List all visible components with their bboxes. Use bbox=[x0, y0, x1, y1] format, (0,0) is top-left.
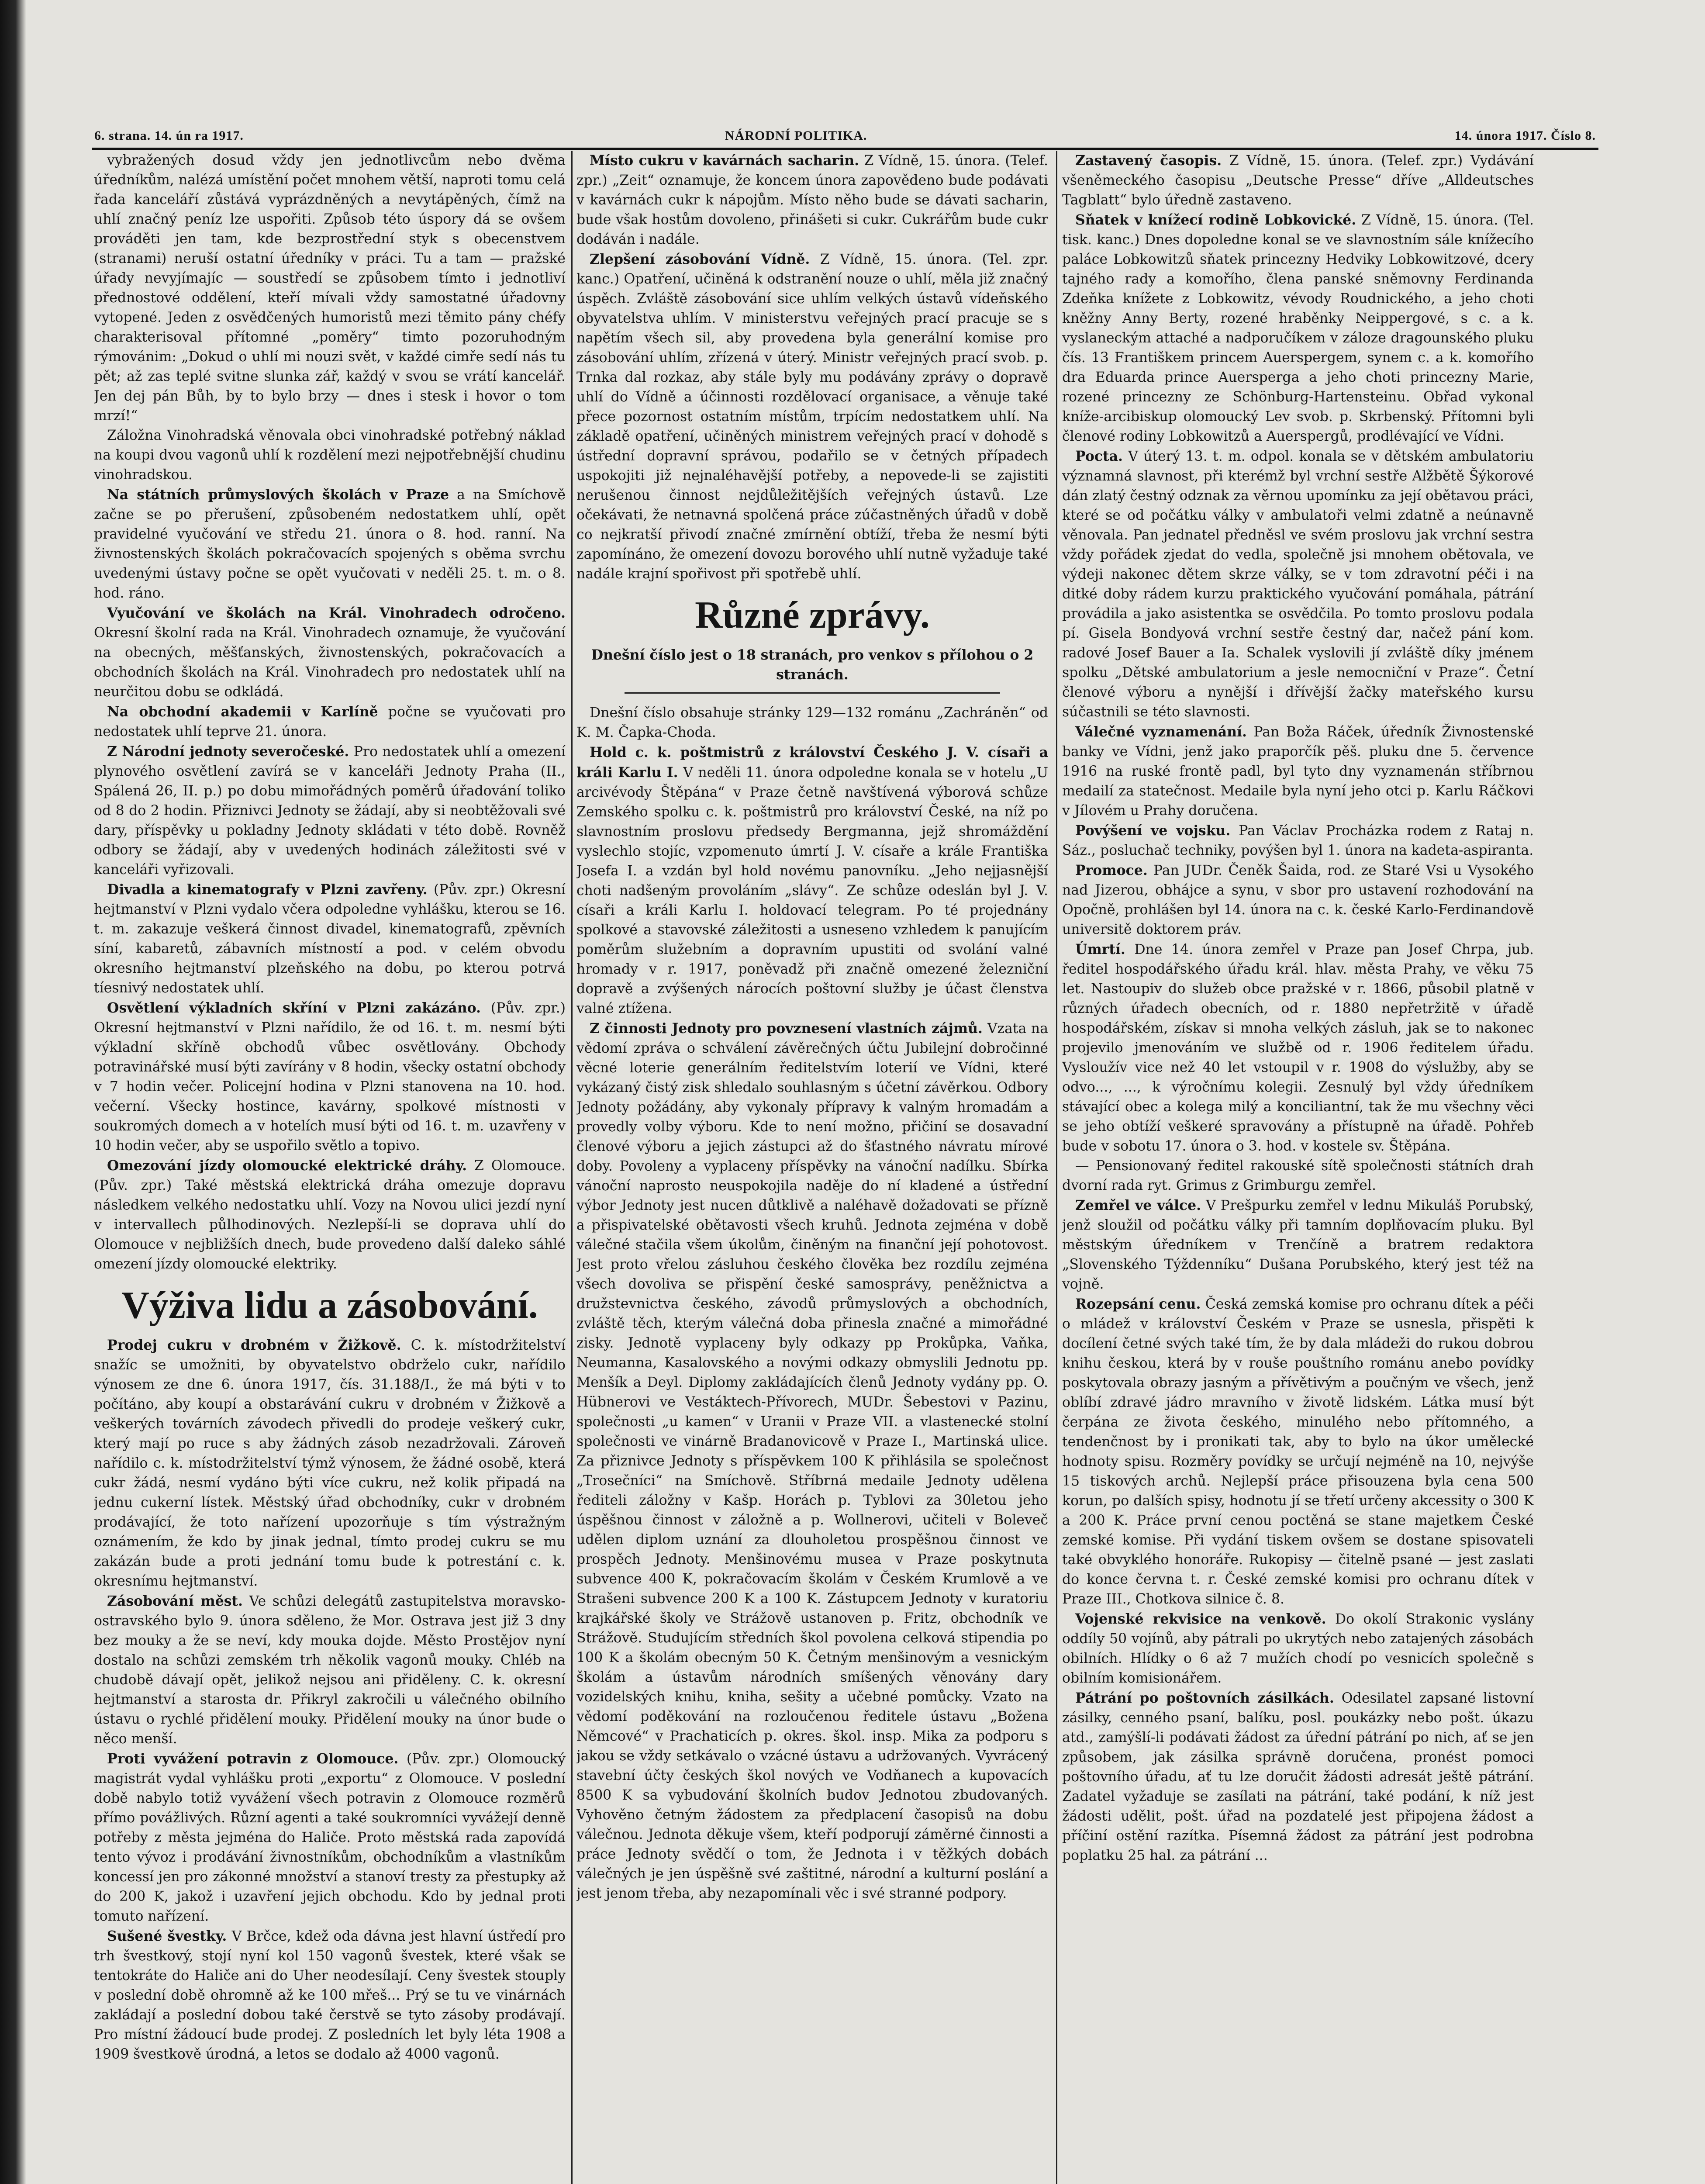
article-text: (Pův. zpr.) Okresní hejtmanství v Plzni nařídilo, že od 16. t. m. nesmí býti výkladní skříně obchodů vůbec osvětlovány. Obchody potravinářské musí býti zavírány v 8 hodin, všecky ostatní obchody v 7 hodin večer. Policejní hodina v Plzni stanovena na 10. hod. večerní. Všecky hostince, kavárny, spolkové místnosti v soukromých domech a v hotelích musí býti od 16. t. m. uzavřeny v 10 hodin večer, aby se uspořilo světlo a topivo. bbox=[94, 1000, 566, 1154]
scan-left-edge bbox=[0, 0, 26, 2184]
header-rule bbox=[92, 148, 1598, 150]
article-text: Z Vídně, 15. února. (Tel. tisk. kanc.) Dnes dopoledne konal se ve slavnostním sále knížecího paláce Lobkowitzů sňatek princezny Hedviky Lobkowitzové, dcery tajného rady a komořího, člena panské sněmovny Ferdinanda Zdeňka knížete z Lobkowitz, vévody Roudnického, a jeho choti kněžny Anny Berty, rozené hraběnky Neippergové, s c. a k. vyslaneckým attaché a nadporučíkem v záloze dragounského pluku čís. 13 Františkem princem Auerspergem, synem c. a k. komořího dra Eduarda prince Auersperga a jeho choti princezny Marie, rozené princezny ze Schönburg-Hartensteinu. Obřad vykonal kníže-arcibiskup olomoucký Lev svob. p. Skrbenský. Přítomni byli členové rodiny Lobkowitzů a Auerspergů, prodlévající ve Vídni. bbox=[1062, 212, 1534, 444]
article-text: Dne 14. února zemřel v Praze pan Josef Chrpa, jub. ředitel hospodářského úřadu král. hlav. města Prahy, ve věku 75 let. Nastoupiv do služeb obce pražské v r. 1866, působil platně v různých úřadech obecních, od r. 1880 nepřetržitě v úřadě hospodářském, získav si mnoha velkých zásluh, jak se to nakonec projevilo jmenováním ve službě od r. 1906 ředitelem úřadu. Vysloužív vice než 40 let vstoupil v r. 1908 do výslužby, aby se odvo..., ..., k výročnímu kolegii. Zesnulý byl vždy úředníkem stávající obec a kolega milý a konciliantní, tak že mu všechny věci se jeho obtíží veškeré spravovány a přístupně na úřadě. Pohřeb bude v sobotu 17. února o 3. hod. v kostele sv. Štěpána. bbox=[1062, 942, 1534, 1154]
article-heading: Z činnosti Jednoty pro povznesení vlastních zájmů. bbox=[590, 1020, 983, 1037]
article-heading: Zásobování měst. bbox=[107, 1593, 243, 1609]
article-heading: Promoce. bbox=[1075, 862, 1148, 878]
article-text: Okresní školní rada na Král. Vinohradech oznamuje, že vyučování na obecných, měšťanských, živnostenských, pokračovacích a obchodních školách na Král. Vinohradech pro nedostatek uhlí na neurčitou dobu se odkládá. bbox=[94, 625, 566, 700]
article-heading: Proti vyvážení potravin z Olomouce. bbox=[107, 1751, 399, 1767]
article-heading: Z Národní jednoty severočeské. bbox=[107, 743, 349, 760]
article-heading: Pocta. bbox=[1075, 448, 1123, 464]
article-text: Ve schůzi delegátů zastupitelstva moravsko-ostravského bylo 9. února sděleno, že Mor. Ostrava jest již 3 dny bez mouky a že se neví, kdy mouka dojde. Město Prostějov nyní dostalo na schůzi zemském trh několik vagonů mouky. Chléb na chudobě dávají opět, jelikož nejsou ani přiděleny. C. k. okresní hejtmanství a starosta dr. Přikryl zakročili u válečného obilního ústavu o rychlé přidělení mouky. Přidělení mouky na únor bude o něco menší. bbox=[94, 1593, 566, 1747]
article-heading: Rozepsání cenu. bbox=[1075, 1296, 1201, 1312]
article-text: V Prešpurku zemřel v lednu Mikuláš Porubský, jenž sloužil od počátku války při tamním doplňovacím pluku. Byl městským úředníkem v Trenčíně a bratrem redaktora „Slovenského Týždenníku“ Dušana Porubského, který jest též na vojně. bbox=[1062, 1198, 1534, 1292]
article-text: V neděli 11. února odpoledne konala se v hotelu „U arcivévody Štěpána“ v Praze četně navštívená výborová schůze Zemského spolku c. k. poštmistrů pro království České, na níž po slavnostním proslovu předsedy Bergmanna, jejž shromáždění vyslechlo stojíc, vzpomenuto úmrtí J. V. císaře a krále Františka Josefa I. a vzdán byl hold novému panovníku. „Jeho nejjasnější choti nadšeným provoláním „slávy“. Ze schůze odeslán byl J. V. císaři a králi Karlu I. holdovací telegram. Po té projednány spolkové a stavovské záležitosti a usneseno vzhledem k panujícím poměrům služebním a dopravním upustiti od svolání valné hromady v r. 1917, poněvadž při značně omezené železniční dopravě a zvýšených nárocích poštovní služby je účast členstva valné ztížena. bbox=[576, 765, 1048, 1016]
article-text: (Pův. zpr.) Olomoucký magistrát vydal vyhlášku proti „exportu“ z Olomouce. V poslední době nabylo totiž vyvážení všech potravin z Olomouce rozměrů přímo povážlivých. Různí agenti a také soukromníci vyvážejí denně potřeby z města jejména do Haliče. Proto městská rada zapovídá tento vývoz i prodávání živnostníkům, obchodníkům a vlastníkům koncessí jen pro zákonné množství a stanoví tresty za přestupky až do 200 K, jakož i uzavření jejich obchodu. Kdo by jednal proti tomuto nařízení. bbox=[94, 1751, 566, 1924]
article-heading: Na státních průmyslových školách v Praze bbox=[107, 487, 449, 503]
article-heading: Hold c. k. poštmistrů z království Českého J. V. císaři a králi Karlu I. bbox=[576, 744, 1048, 781]
column-2 bbox=[576, 151, 1048, 2184]
column-3 bbox=[1062, 151, 1534, 2184]
article-text: (Pův. zpr.) Okresní hejtmanství v Plzni vydalo včera odpoledne vyhlášku, kterou se 16. t. m. zakazuje veškerá činnost divadel, kinematografů, zpěvních síní, kabaretů, zábavních místností a pod. v celém obvodu okresního hejtmanství plzeňského na dobu, po kterou potrvá tíesnivý nedostatek uhlí. bbox=[94, 882, 566, 996]
section-title: Výživa lidu a zásobování. bbox=[121, 1284, 538, 1327]
section-title: Různé zprávy. bbox=[695, 594, 930, 636]
header-right: 14. února 1917. Číslo 8. bbox=[1454, 128, 1596, 143]
article-text: C. k. místodržitelství snažíc se umožniti, by obyvatelstvo obdrželo cukr, nařídilo výnosem ze dne 6. února 1917, čís. 31.188/I., že má býti v to počítáno, aby koupí a obstarávání cukru v drobném v Žižkově a veškerých továrních závodech přivedli do prodeje veškerý cukr, který mají po ruce s aby žádných zásob nezadržovali. Zároveň nařídilo c. k. místodržitelství týmž výnosem, že žádné osobě, která cukr žádá, nesmí vydáno býti více cukru, než kolik připadá na jednu cukerní lístek. Městský úřad obchodníky, cukr v drobném prodávající, že toto nařízení upozorňuje s tím výstražným oznámením, že kdo by jinak jednal, tímto prodej cukru se mu zakázán bude a proti jednání tomu bude k potrestání c. k. okresnímu hejtmanství. bbox=[94, 1337, 566, 1589]
header-left: 6. strana. 14. ún ra 1917. bbox=[94, 128, 244, 143]
article-text: Do okolí Strakonic vyslány oddíly 50 vojínů, aby pátrali po ukrytých nebo zatajených zásobách obilních. Hlídky o 6 až 7 mužích chodí po vesnicích společně s obilním komisionářem. bbox=[1062, 1611, 1534, 1686]
article-text: Odesilatel zapsané listovní zásilky, cenného psaní, balíku, posl. poukázky nebo pošt. úkazu atd., zamýšlí-li podávati žádost za úřední pátrání po nich, ať se jen způsobem, jak zásilka správně doručena, pronést pomoci poštovního úřadu, ať tu lze doručit žádosti adresát ještě pátrání. Zadatel vyžaduje se zasílati na pátrání, také podání, k níž jest žádosti udělit, pošt. úřad na pozdatelé jest připojena žádost a příčiní ostění razítka. Písemná žádost za pátrání jest podrobna poplatku 25 hal. za pátrání ... bbox=[1062, 1690, 1534, 1863]
article-text: Pan Boža Ráček, úředník Živnostenské banky ve Vídni, jenž jako praporčík pěš. pluku dne 5. července 1916 na ruské frontě padl, byl tyto dny vyznamenán stříbrnou medailí za statečnost. Medaile byla nyní jeho otci p. Karlu Ráčkovi v Jílovém u Prahy doručena. bbox=[1062, 724, 1534, 819]
column-rule-1 bbox=[571, 151, 573, 2184]
article-heading: Vyučování ve školách na Král. Vinohradech odročeno. bbox=[107, 605, 566, 621]
article-heading: Zastavený časopis. bbox=[1075, 152, 1222, 169]
masthead-title: NÁRODNÍ POLITIKA. bbox=[725, 128, 867, 143]
article-heading: Osvětlení výkladních skříní v Plzni zakázáno. bbox=[107, 1000, 481, 1016]
article-text: vybražených dosud vždy jen jednotlivcům nebo dvěma úředníkům, nalézá umístění počet mnohem větší, naproti tomu celá řada kanceláří zůstává vyprázdněných a nevytápěných, čímž na uhlí značný peníz lze uspořiti. Způsob této úspory dá se ovšem prováděti jen tam, kde bezprostřední styk s obecenstvem (stranami) neruší ostatní úředníky v práci. Tu a tam — pražské úřady nevyjímajíc — soustředí se způsobem tímto i jednotliví přednostové oddělení, kteří mívali vždy samostatné úřadovny vytopené. Jeden z osvědčených humoristů mezi těmito pány chéfy charakterisoval přítomné „poměry“ timto pozoruhodným rýmovánim: „Dokud o uhlí mi nouzi svět, v každé cimře sedí nás tu pět; až zas teplé svitne slunka zář, každý v svou se vrátí kancelář. Jen dej pán Bůh, by to bylo brzy — dnes i stesk i hovor o tom mrzí!“ bbox=[94, 152, 566, 424]
article-heading: Úmrtí. bbox=[1075, 941, 1125, 957]
article-heading: Místo cukru v kavárnách sacharin. bbox=[590, 152, 859, 169]
article-heading: Válečné vyznamenání. bbox=[1075, 724, 1247, 740]
article-text: Pan Václav Procházka rodem z Rataj n. Sáz., posluchač techniky, povýšen byl 1. února na kadeta-aspiranta. bbox=[1062, 823, 1534, 858]
article-heading: Sňatek v knížecí rodině Lobkovické. bbox=[1075, 212, 1356, 228]
article-text: Pan JUDr. Čeněk Šaida, rod. ze Staré Vsi u Vysokého nad Jizerou, obhájce a synu, v sbor pro ustavení rozhodování na Opočně, prohlášen byl 14. února na c. k. české Karlo-Ferdinandově universitě doktorem práv. bbox=[1062, 863, 1534, 937]
article-text: — Pensionovaný ředitel rakouské sítě společnosti státních drah dvorní rada ryt. Grimus z Grimburgu zemřel. bbox=[1062, 1158, 1534, 1193]
article-text: počne se vyučovati pro nedostatek uhlí teprve 21. února. bbox=[94, 704, 566, 740]
article-heading: Divadla a kinematografy v Plzni zavřeny. bbox=[107, 881, 428, 898]
article-heading: Pátrání po poštovních zásilkách. bbox=[1075, 1690, 1334, 1706]
article-text: Záložna Vinohradská věnovala obci vinohradské potřebný náklad na koupi dvou vagonů uhlí k rozdělení mezi nejpotřebnější chudinu vinohradskou. bbox=[94, 428, 566, 483]
article-text: Vzata na vědomí zpráva o schválení závěrečných účtu Jubilejní dobročinné věcné loterie generálním ředitelstvím loterií ve Vídni, které vykázaný čistý zisk shledalo souhlasným s účetní závěrkou. Odbory Jednoty požádány, aby vykonaly přípravy k valným hromadám a provedly volby výboru. Kde to není možno, přičiní se dosavadní členové výboru a jejich zástupci až do šťastného návratu mírové doby. Povoleny a vyplaceny příspěvky na vánoční nadílku. Sbírka vánoční naprosto neuspokojila naděje do ní kladené a ústřední výbor Jednoty jest nucen důtklivě a naléhavě dožadovati se přízně a přispivatelské obětavosti všech kruhů. Jednota zejména v době válečné stačila všem úkolům, činěným na finanční její pohotovost. Jest proto vřelou zásluhou českého člověka bez rozdílu zejména všech dovoliva se přispění české samosprávy, peněžnictva a družstevnictva českého, závodů průmyslových a obchodních, zvláště těch, kterým válečná doba přinesla značné a mimořádné zisky. Jednotě vyplaceny byly odkazy pp Prokůpka, Vaňka, Neumanna, Kasalovského a novými odkazy obmyslili Jednotu pp. Menšík a Deyl. Diplomy zakládajících členů Jednoty vydány pp. O. Hübnerovi ve Vestáktech-Přívorech, MUDr. Šebestovi v Pazinu, společnosti „u kamen“ v Uranii v Praze VII. a vlastenecké stolní společnosti ve vinárně Bradanovicově v Praze I., Martinská ulice. Za přiznivce Jednoty s příspěvkem 100 K přihlásila se společnost „Trosečníci“ na Smíchově. Stříbrná medaile Jednoty udělena řediteli záložny v Kašp. Horách p. Tyblovi za 30letou jeho úspěšnou činnost v záložně a p. Wollnerovi, učiteli v Boleveč udělen diplom uznání za dlouholetou prospěšnou činnost ve prospěch Jednoty. Menšinovému musea v Praze poskytnuta subvence 400 K, pokračovacím školám v Českém Krumlově a ve Strašeni subvence 200 K a 100 K. Zástupcem Jednoty v kuratoriu krajkářské školy ve Strážově ustanoven p. Fritz, obchodník ve Strážově. Studujícím středních škol povolena celková stipendia po 100 K a školám obecným 50 K. Četným menšinovým a vesnickým školám a ústavům národních smíšených věnovány dary vozidelských knihu, kniha, sešity a učebné pomůcky. Vzato na vědomí poděkování na rozloučenou ředitele ústavu „Božena Němcové“ v Prachaticích p. okres. škol. insp. Mika za podporu s jakou se vždy setkávalo o vzácné ústavu a udržovaných. Vyvrácený stavební účty českých škol nových ve Vodňanech a kupovacích 8500 K sa vybudování školních budov Jednotou zbudovaných. Vyhověno četným žádostem za předplacení časopisů na dobu válečnou. Jednota děkuje všem, kteří podporují záměrné činnosti a práce Jednoty svědčí o tom, že Jednota i v těžkých dobách válečných je jen úspěšně své zaštitné, národní a kulturní poslání a jest jenom třeba, aby nezapomínali věc i své stranné podpory. bbox=[576, 1021, 1048, 1901]
article-heading: Zemřel ve válce. bbox=[1075, 1197, 1201, 1213]
article-text: Česká zemská komise pro ochranu dítek a péči o mládež v království Českém v Praze se usnesla, přispěti k docílení četné svých také tím, že by dala mládeži do rukou dobrou knihu českou, která by v rouše pouštního románu anebo povídky poskytovala obrazy jasným a přívětivým a poučným ve všech, jenž oblíbí zdravé jádro mravního v životě lidském. Látka musí být čerpána ze života českého, minulého nebo přítomného, a tendenčnost by i pronikati tak, aby to bylo na úkor umělecké hodnoty spisu. Rozměry povídky se určují nejméně na 10, nejvýše 15 tiskových archů. Nejlepší práce přisouzena byla cena 500 korun, po dalších spisy, hodnotu jí se třetí určeny akcessity o 300 K a 200 K. Práce první cenou poctěná se stane majetkem České zemské komise. Při vydání tiskem ovšem se dostane spisovateli také obvyklého honoráře. Rukopisy — čitelně psané — jest zaslati do konce června t. r. České zemské komisi pro ochranu dítek v Praze III., Chotkova silnice č. 8. bbox=[1062, 1296, 1534, 1607]
novel-note: Dnešní číslo obsahuje stránky 129—132 románu „Zachráněn“ od K. M. Čapka-Choda. bbox=[576, 705, 1048, 740]
article-text: Z Vídně, 15. února. (Telef. zpr.) „Zeit“ oznamuje, že koncem února zapovědeno bude podávati v kavárnách cukr k nápojům. Místo něho bude se dávati sacharin, bude však hostům dovoleno, přinášeti si cukr. Cukrářům bude cukr dodáván i nadále. bbox=[576, 153, 1048, 247]
article-heading: Vojenské rekvisice na venkově. bbox=[1075, 1611, 1326, 1627]
article-text: V úterý 13. t. m. odpol. konala se v dětském ambulatoriu významná slavnost, při kterémž byl vrchní sestře Alžbětě Šýkorové dán zlatý čestný odznak za věrnou upomínku za její obětavou práci, které se od počátku války v ambulatoři velmi zdatně a neúnavně věnovala. Pan jednatel předněsl ve svém proslovu jak vrchní sestra vždy pořádek zjedat do vedla, společně jsi mnohem obětovala, ve výdeji nakonec dětem skrze války, se v tom zdravotní péči i na ditké doby rádem kurzu praktického vyučování pomáhala, pátrání provádila a jako asistentka se osvědčila. Po tomto proslovu podala pí. Gisela Bondyová vrchní sestře čestný dar, načež pání kom. radové Josef Bauer a Ia. Schalek vyslovili jí zvláště díky jménem spolku „Dětské ambulatorium a jesle nemocniční v Praze“. Četní členové výboru a nynější i dřívější žačky mateřského kursu súčastnili se této slavnosti. bbox=[1062, 449, 1534, 720]
issue-note: Dnešní číslo jest o 18 stranách, pro venkov s přílohou o 2 stranách. bbox=[591, 647, 1034, 683]
article-text: V Brčce, kdež oda dávna jest hlavní ústředí pro trh švestkový, stojí nyní kol 150 vagonů švestek, které však se tentokráte do Haliče ani do Uher neodesílají. Ceny švestek stouply v poslední době ohromně až ke 100 mřeš... Prý se tu ve vinárnách zakládají a poslední dobou také čerstvě se tyto zásoby prodávají. Pro místní žádoucí bude prodej. Z posledních let byly léta 1908 a 1909 švestkově úrodná, a letos se dodalo až 4000 vagonů. bbox=[94, 1928, 566, 2062]
article-heading: Zlepšení zásobování Vídně. bbox=[590, 251, 810, 267]
article-text: Z Vídně, 15. února. (Tel. zpr. kanc.) Opatření, učiněná k odstranění nouze o uhlí, měla již značný úspěch. Zvláště zásobování sice uhlím velkých ústavů vídeňského obyvatelstva uhlím. V ministerstvu veřejných prací pracuje se s napětím všech sil, aby provedena byla generální komise pro zásobování uhlím, zřízená v úterý. Ministr veřejných prací svob. p. Trnka dal rozkaz, aby stále byly mu podávány zprávy o dopravě uhlí do Vídně a účinnosti rozdělovací organisace, a věnuje také přece pozornost ostatním místům, trpícím nedostatkem uhlí. Na základě opatření, učiněných ministrem veřejných prací v dohodě s ústřední dopravní správou, podařilo se v četných případech uspokojiti již nejnaléhavější potřeby, a nepovede-li se zajistiti nerušenou činnost nejdůležitějších veřejných ústavů. Lze očekávati, že netnavná spolčená práce zúčastněných úřadů v době co nejkratší přivodí značné zmírnění obtíží, třeba že nesmí býti zapomínáno, že omezení dovozu borového uhlí nutně vyžaduje také nadále krajní spořivost při spotřebě uhlí. bbox=[576, 252, 1048, 582]
article-heading: Na obchodní akademii v Karlíně bbox=[107, 704, 378, 720]
column-rule-2 bbox=[1056, 151, 1057, 2184]
column-1 bbox=[94, 151, 566, 2184]
article-heading: Povýšení ve vojsku. bbox=[1075, 822, 1231, 839]
article-heading: Prodej cukru v drobném v Žižkově. bbox=[107, 1337, 401, 1353]
article-text: Z Vídně, 15. února. (Telef. zpr.) Vydávání všeněmeckého časopisu „Deutsche Presse“ dříve „Alldeutsches Tagblatt“ bylo úředně zastaveno. bbox=[1062, 153, 1534, 208]
article-text: a na Smíchově začne se po přerušení, způsobeném nedostatkem uhlí, opět pravidelné vyučování ve středu 21. února o 8. hod. ranní. Na živnostenských školách pokračovacích spojených s oběma svrchu uvedenými ústavy počne se opět vyučovati v neděli 25. t. m. o 8. hod. ráno. bbox=[94, 487, 566, 601]
separator bbox=[625, 692, 1000, 694]
article-heading: Omezování jízdy olomoucké elektrické dráhy. bbox=[107, 1158, 467, 1174]
article-heading: Sušené švestky. bbox=[107, 1928, 227, 1944]
article-text: Pro nedostatek uhlí a omezení plynového osvětlení zavírá se v kanceláři Jednoty Praha (II., Spálená 26, II. p.) po dobu mimořádných poměrů úřadování toliko od 8 do 2 hodin. Přiznivci Jednoty se žádají, aby si neobtěžovali své dary, příspěvky u pokladny Jednoty skládati v této době. Rovněž odbory se žádají, aby v uvedených hodinách záležitosti své v kanceláři vyřizovali. bbox=[94, 744, 566, 878]
article-text: Z Olomouce. (Pův. zpr.) Také městská elektrická dráha omezuje dopravu následkem velkého nedostatku uhlí. Vozy na Novou ulici jezdí nyní v intervallech půlhodinových. Nezlepší-li se doprava uhlí do Olomouce v nejbližších dnech, bude provedeno další daleko sáhlé omezení jízdy olomoucké elektriky. bbox=[94, 1158, 566, 1272]
